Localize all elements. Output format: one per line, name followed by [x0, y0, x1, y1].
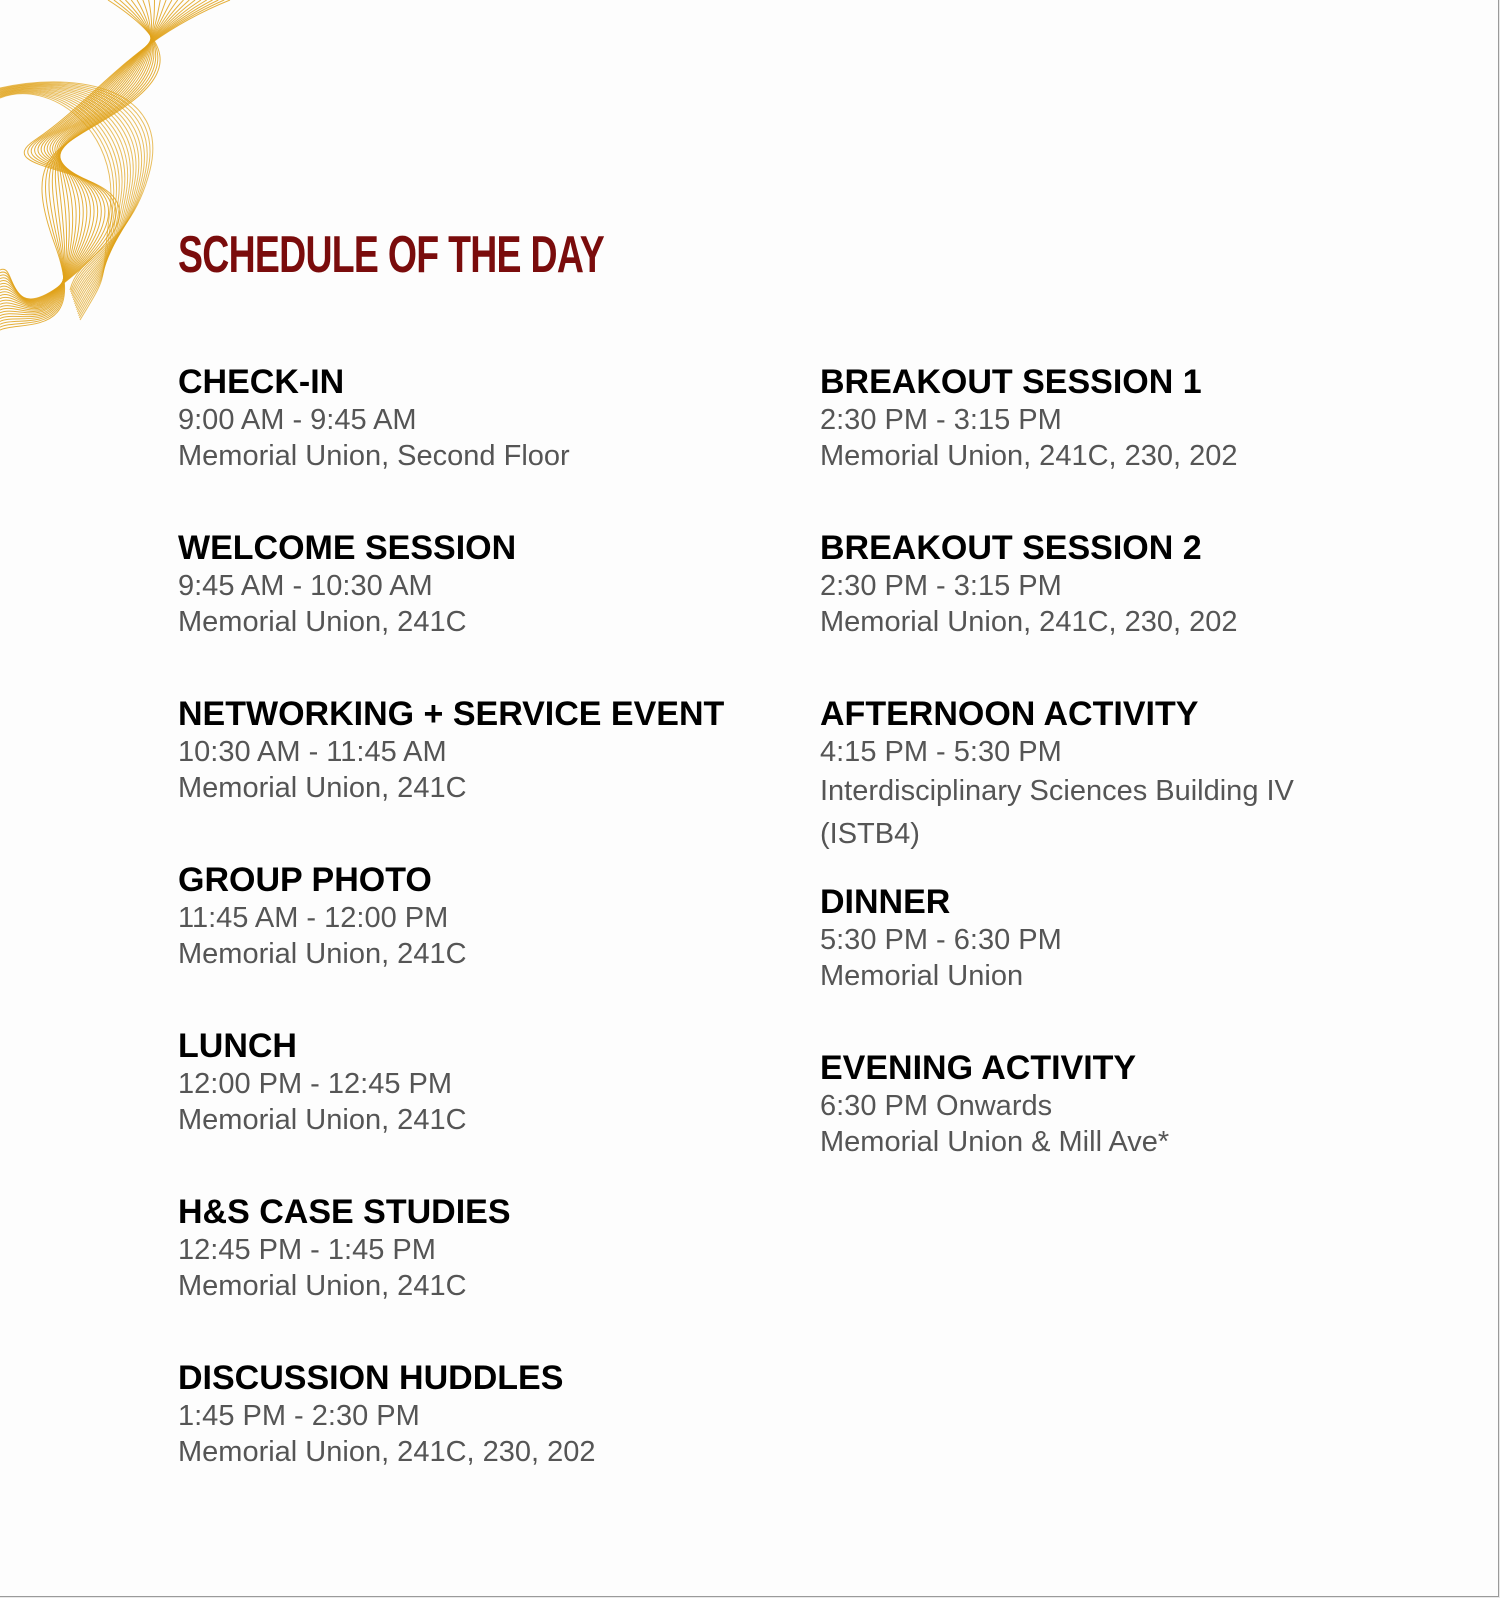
- schedule-item-breakout-1: [820, 362, 1440, 474]
- item-location: Memorial Union, 241C: [178, 938, 467, 970]
- item-title: WELCOME SESSION: [178, 529, 517, 567]
- schedule-item-breakout-2: [820, 528, 1440, 640]
- item-title: LUNCH: [178, 1027, 297, 1065]
- item-time: 2:30 PM - 3:15 PM: [820, 570, 1062, 602]
- item-title: DINNER: [820, 883, 951, 921]
- page-title: SCHEDULE OF THE DAY: [178, 226, 604, 284]
- schedule-item-case-studies: [178, 1192, 798, 1304]
- item-location: Memorial Union: [820, 960, 1024, 992]
- item-title: NETWORKING + SERVICE EVENT: [178, 695, 725, 733]
- schedule-item-networking: [178, 694, 798, 806]
- item-title: DISCUSSION HUDDLES: [178, 1359, 564, 1397]
- item-time: 9:00 AM - 9:45 AM: [178, 404, 417, 436]
- item-time: 2:30 PM - 3:15 PM: [820, 404, 1062, 436]
- item-location: Memorial Union, 241C: [178, 1270, 467, 1302]
- item-location: Memorial Union, 241C, 230, 202: [820, 440, 1238, 472]
- schedule-item-dinner: [820, 882, 1440, 994]
- schedule-item-lunch: [178, 1026, 798, 1138]
- item-title: BREAKOUT SESSION 1: [820, 363, 1202, 401]
- item-time: 11:45 AM - 12:00 PM: [178, 902, 449, 934]
- schedule-column-left: [178, 362, 798, 1470]
- item-time: 1:45 PM - 2:30 PM: [178, 1400, 420, 1432]
- item-title: H&S CASE STUDIES: [178, 1193, 511, 1231]
- schedule-item-discussion-huddles: [178, 1358, 798, 1470]
- item-location: Interdisciplinary Sciences Building IV (ISTB4): [820, 775, 1294, 850]
- item-title: CHECK-IN: [178, 363, 345, 401]
- item-title: AFTERNOON ACTIVITY: [820, 695, 1199, 733]
- item-time: 5:30 PM - 6:30 PM: [820, 924, 1062, 956]
- schedule-item-evening-activity: [820, 1048, 1440, 1160]
- item-title: BREAKOUT SESSION 2: [820, 529, 1202, 567]
- schedule-item-afternoon-activity: [820, 694, 1440, 856]
- schedule-item-group-photo: [178, 860, 798, 972]
- schedule-item-welcome-session: [178, 528, 798, 640]
- wave-line: [0, 0, 154, 321]
- item-time: 12:45 PM - 1:45 PM: [178, 1234, 436, 1266]
- item-title: GROUP PHOTO: [178, 861, 432, 899]
- item-time: 4:15 PM - 5:30 PM: [820, 736, 1062, 768]
- wave-line: [0, 0, 154, 310]
- item-location: Memorial Union, 241C: [178, 606, 467, 638]
- item-time: 12:00 PM - 12:45 PM: [178, 1068, 453, 1100]
- schedule-item-check-in: [178, 362, 798, 474]
- item-location: Memorial Union & Mill Ave*: [820, 1126, 1170, 1158]
- item-time: 9:45 AM - 10:30 AM: [178, 570, 433, 602]
- item-location: Memorial Union, 241C, 230, 202: [820, 606, 1238, 638]
- item-title: EVENING ACTIVITY: [820, 1049, 1137, 1087]
- item-location: Memorial Union, 241C: [178, 1104, 467, 1136]
- item-location: Memorial Union, Second Floor: [178, 440, 570, 472]
- item-location: Memorial Union, 241C, 230, 202: [178, 1436, 596, 1468]
- item-time: 10:30 AM - 11:45 AM: [178, 736, 447, 768]
- decorative-wave-graphic: [0, 0, 260, 360]
- item-time: 6:30 PM Onwards: [820, 1090, 1053, 1122]
- item-location: Memorial Union, 241C: [178, 772, 467, 804]
- schedule-column-right: [820, 362, 1440, 1160]
